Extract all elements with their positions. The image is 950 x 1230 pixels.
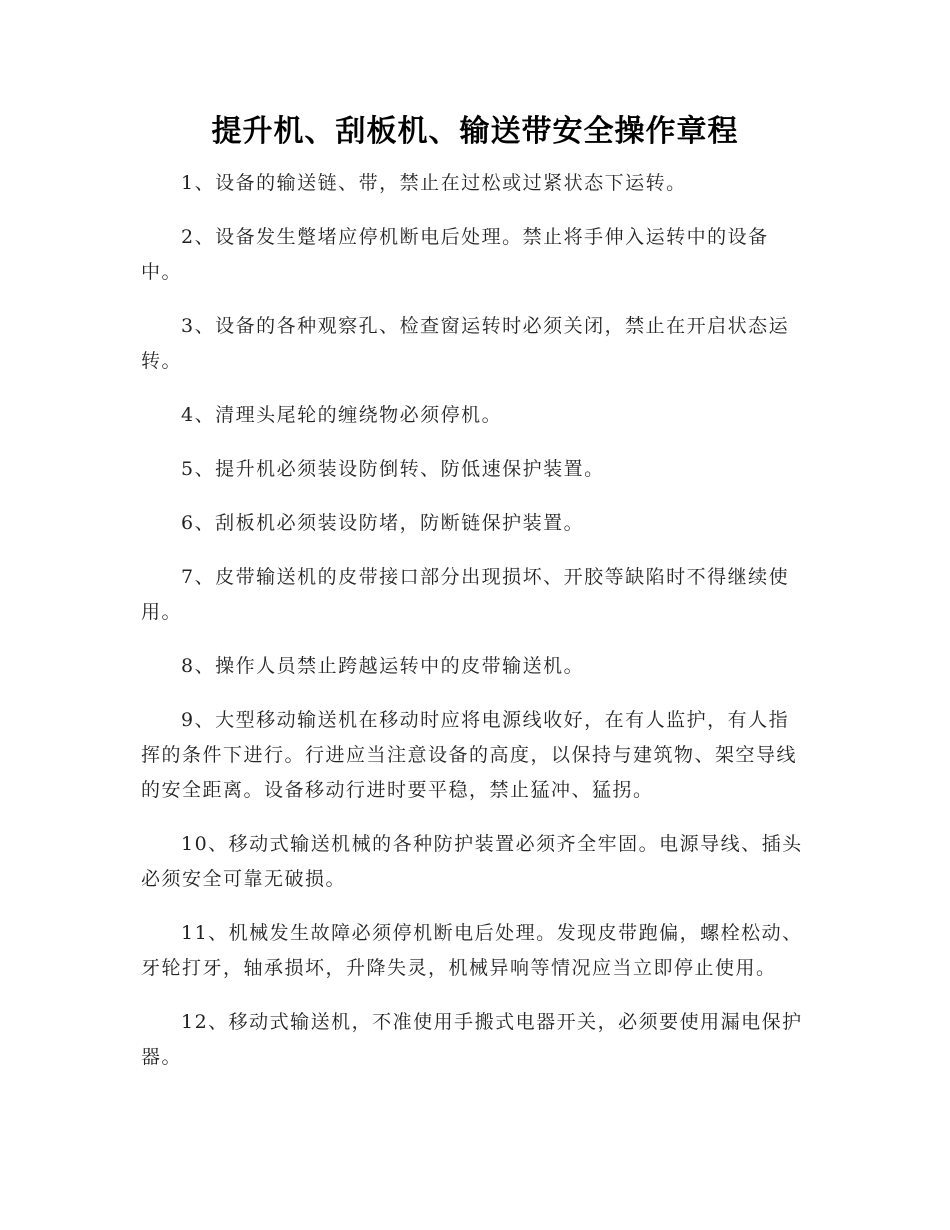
paragraph-9: 9、大型移动输送机在移动时应将电源线收好，在有人监护，有人指挥的条件下进行。行进应当注意设备的高度，以保持与建筑物、架空导线的安全距离。设备移动行进时要平稳，禁止猛冲、猛拐。 bbox=[141, 709, 798, 801]
paragraph-12: 12、移动式输送机，不准使用手搬式电器开关，必须要使用漏电保护器。 bbox=[141, 1011, 803, 1068]
paragraph-7: 7、皮带输送机的皮带接口部分出现损坏、开胶等缺陷时不得继续使用。 bbox=[141, 566, 790, 623]
paragraph-4: 4、清理头尾轮的缠绕物必须停机。 bbox=[181, 404, 503, 426]
paragraph-8: 8、操作人员禁止跨越运转中的皮带输送机。 bbox=[181, 655, 585, 677]
paragraph-5: 5、提升机必须装设防倒转、防低速保护装置。 bbox=[181, 458, 605, 480]
paragraph-11: 11、机械发生故障必须停机断电后处理。发现皮带跑偏，螺栓松动、牙轮打牙，轴承损坏，升降失灵，机械异响等情况应当立即停止使用。 bbox=[141, 922, 803, 979]
paragraph-1: 1、设备的输送链、带，禁止在过松或过紧状态下运转。 bbox=[181, 172, 687, 194]
paragraph-3: 3、设备的各种观察孔、检查窗运转时必须关闭，禁止在开启状态运转。 bbox=[141, 315, 790, 372]
paragraph-10: 10、移动式输送机械的各种防护装置必须齐全牢固。电源导线、插头必须安全可靠无破损。 bbox=[141, 833, 803, 890]
document-title: 提升机、刮板机、输送带安全操作章程 bbox=[211, 114, 739, 149]
paragraph-2: 2、设备发生蹩堵应停机断电后处理。禁止将手伸入运转中的设备中。 bbox=[141, 226, 769, 283]
document-body bbox=[141, 166, 807, 1094]
paragraph-6: 6、刮板机必须装设防堵，防断链保护装置。 bbox=[181, 512, 585, 534]
